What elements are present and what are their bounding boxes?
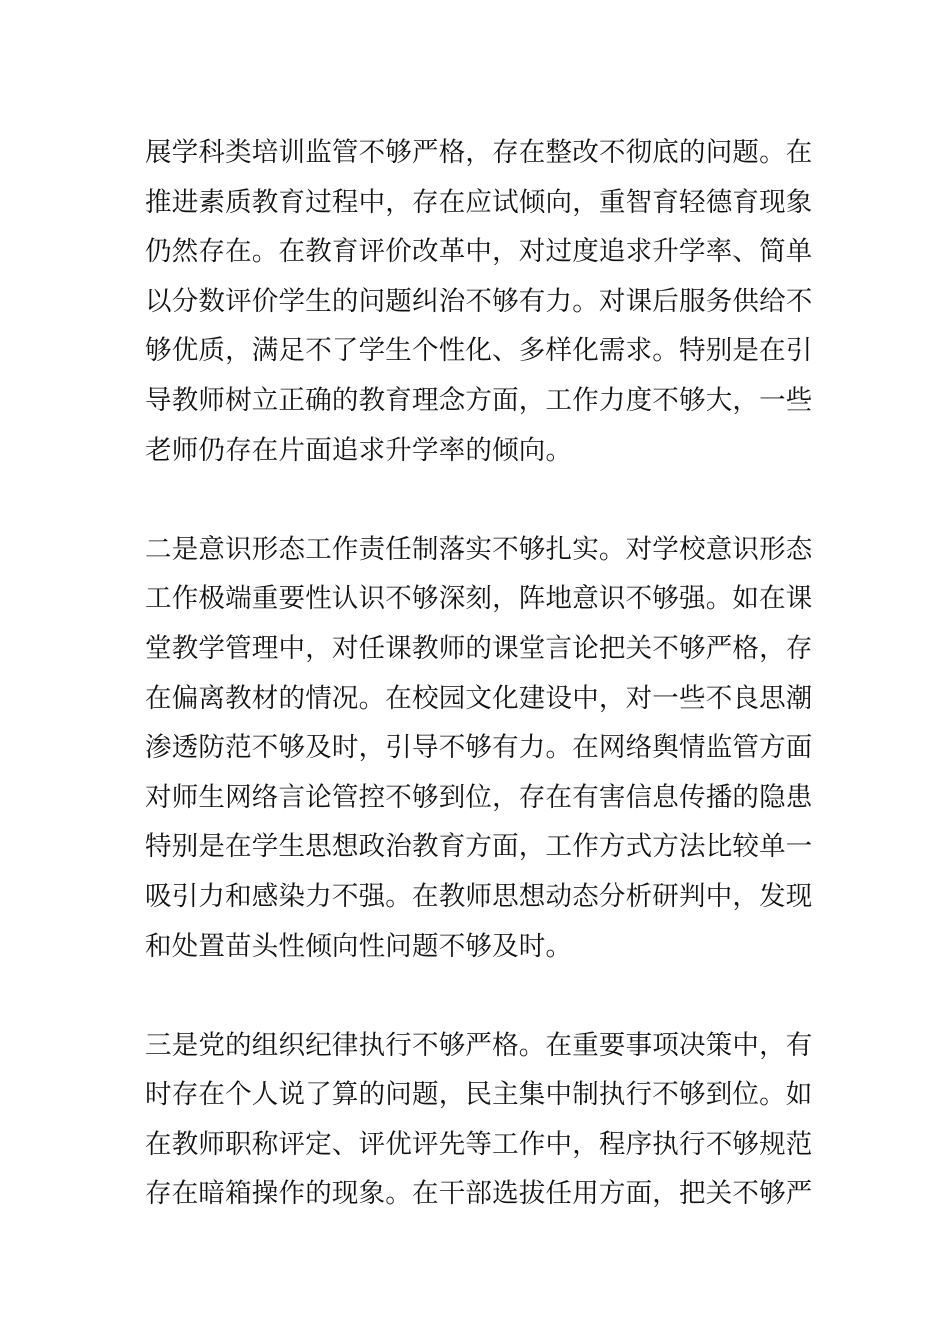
text-line: 展学科类培训监管不够严格，存在整改不彻底的问题。在 (145, 137, 813, 168)
text-line: 和处置苗头性倾向性问题不够及时。 (145, 930, 573, 962)
text-line: 吸引力和感染力不强。在教师思想动态分析研判中，发现 (145, 880, 813, 912)
text-line: 三是党的组织纪律执行不够严格。在重要事项决策中，有 (145, 1029, 813, 1061)
text-line: 二是意识形态工作责任制落实不够扎实。对学校意识形态 (145, 533, 813, 565)
text-line: 推进素质教育过程中，存在应试倾向，重智育轻德育现象 (145, 186, 813, 218)
text-line: 以分数评价学生的问题纠治不够有力。对课后服务供给不 (145, 285, 813, 317)
paragraph-1 (145, 128, 825, 475)
text-line: 特别是在学生思想政治教育方面，工作方式方法比较单一 (145, 831, 813, 863)
text-line: 工作极端重要性认识不够深刻，阵地意识不够强。如在课 (145, 583, 813, 615)
text-line: 对师生网络言论管控不够到位，存在有害信息传播的隐患 (145, 781, 813, 813)
text-line: 时存在个人说了算的问题，民主集中制执行不够到位。如 (145, 1079, 813, 1111)
text-line: 在偏离教材的情况。在校园文化建设中，对一些不良思潮 (145, 682, 813, 714)
text-line: 导教师树立正确的教育理念方面，工作力度不够大，一些 (145, 384, 813, 416)
text-line: 老师仍存在片面追求升学率的倾向。 (145, 434, 573, 466)
paragraph-3 (145, 1021, 825, 1219)
text-line: 在教师职称评定、评优评先等工作中，程序执行不够规范 (145, 1128, 813, 1160)
text-line: 仍然存在。在教育评价改革中，对过度追求升学率、简单 (145, 236, 813, 268)
text-line: 堂教学管理中，对任课教师的课堂言论把关不够严格，存 (145, 632, 813, 664)
paragraph-2 (145, 525, 825, 971)
text-line: 够优质，满足不了学生个性化、多样化需求。特别是在引 (145, 335, 813, 367)
text-line: 渗透防范不够及时，引导不够有力。在网络舆情监管方面 (145, 732, 813, 764)
document-body (145, 128, 825, 1269)
text-line: 存在暗箱操作的现象。在干部选拔任用方面，把关不够严 (145, 1178, 813, 1210)
